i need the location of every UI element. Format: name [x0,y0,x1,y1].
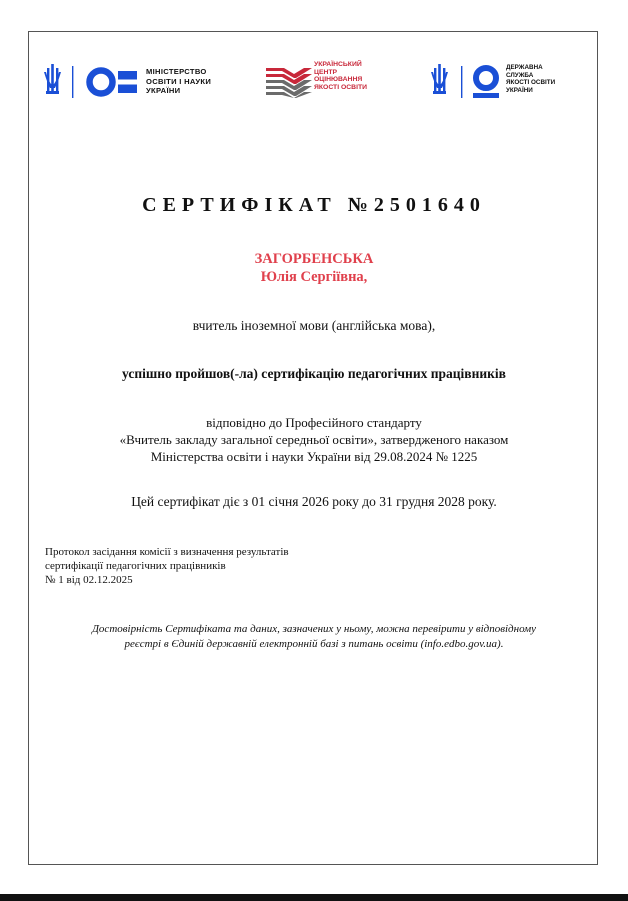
logo-divider [72,66,73,98]
holder-given-names: Юлія Сергіївна, [260,269,368,285]
header-logos [0,0,628,120]
standard-line: відповідно до Професійного стандарту [206,415,422,430]
bottom-edge-bar [0,894,628,901]
holder-surname: ЗАГОРБЕНСЬКА [254,251,374,267]
ucoz-logo-text: УКРАЇНСЬКИЙ ЦЕНТР ОЦІНЮВАННЯ ЯКОСТІ ОСВІТИ [314,61,368,91]
certificate-title: СЕРТИФІКАТ №2501640 [142,194,486,216]
trident-icon [44,64,61,94]
standard-line: «Вчитель закладу загальної середньої освіти», затвердженого наказом [119,432,509,447]
protocol-info: Протокол засідання комісії з визначення результатів сертифікації педагогічних працівників № 1 від 02.12.2025 [45,546,289,586]
ucoz-book-logo-icon [266,68,312,98]
standard-line: Міністерства освіти і науки України від 29.08.2024 № 1225 [150,449,478,464]
validity-period: Цей сертифікат діє з 01 січня 2026 року до 31 грудня 2028 року. [131,494,497,509]
passed-statement: успішно пройшов(-ла) сертифікацію педагогічних працівників [122,366,506,381]
dsyo-logo-text: ДЕРЖАВНА СЛУЖБА ЯКОСТІ ОСВІТИ УКРАЇНИ [506,64,556,95]
verification-note: Достовірність Сертифіката та даних, зазначених у ньому, можна перевірити у відповідному реєстрі в Єдиній державній електронній базі з питань освіти (info.edbo.gov.ua). [91,623,537,650]
trident-icon [431,64,448,94]
ministry-logo-text: МІНІСТЕРСТВО ОСВІТИ І НАУКИ УКРАЇНИ [146,67,212,96]
mon-logo-icon [90,71,138,94]
standard-reference [0,414,628,465]
holder-position: вчитель іноземної мови (англійська мова), [192,318,436,333]
logo-divider [461,66,462,98]
dsyo-logo-icon [473,68,499,98]
